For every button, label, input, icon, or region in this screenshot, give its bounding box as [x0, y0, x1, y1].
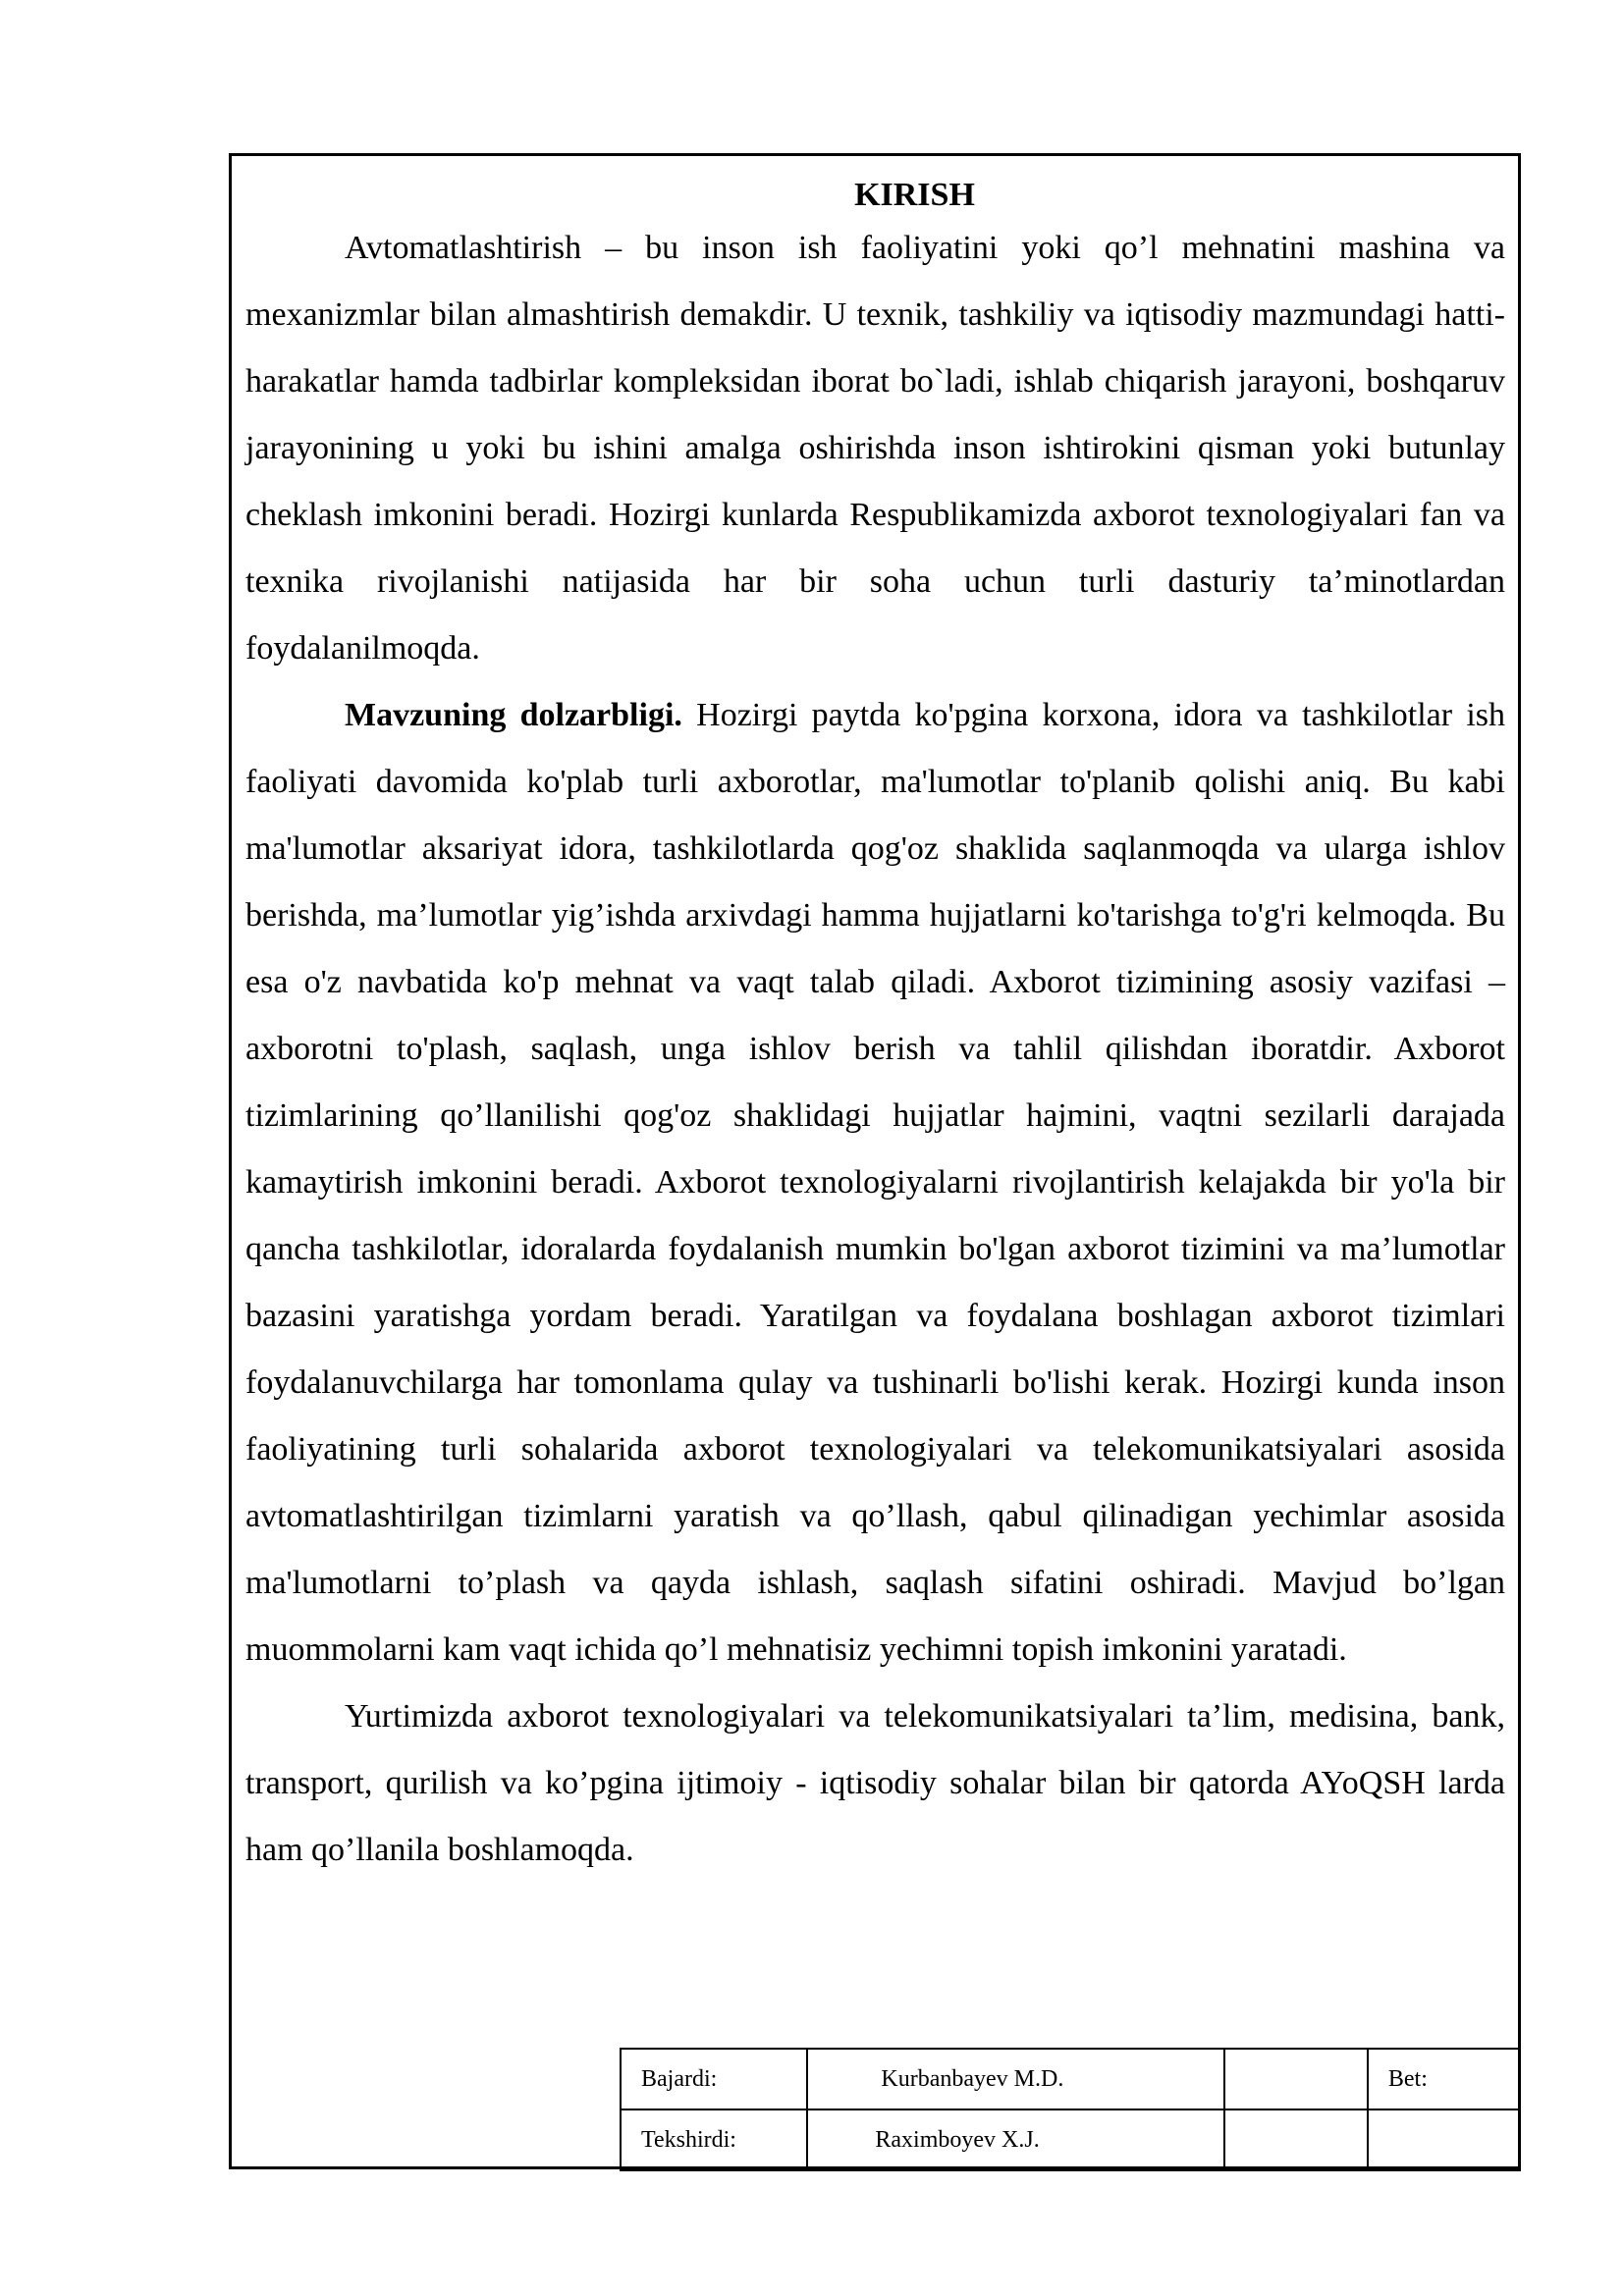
- page-frame: [229, 153, 1521, 2169]
- paragraph-relevance-lead: Mavzuning dolzarbligi.: [345, 697, 682, 733]
- performed-label: Bajardi:: [621, 2049, 807, 2109]
- paragraph-intro-text: Avtomatlashtirish – bu inson ish faoliyatini yoki qo’l mehnatini mashina va mexanizmlar bilan almashtirish demakdir. U texnik, tashkiliy va iqtisodiy mazmundagi hatti-harakatlar hamda tadbirlar kompleksidan iborat bo`ladi, ishlab chiqarish jarayoni, boshqaruv jarayonining u yoki bu ishini amalga oshirishda inson ishtirokini qisman yoki butunlay cheklash imkonini beradi. Hozirgi kunlarda Respublikamizda axborot texnologiyalari fan va texnika rivojlanishi natijasida har bir soha uchun turli dasturiy ta’minotlardan foydalanilmoqda.: [245, 230, 1505, 667]
- performed-signature-cell: [1224, 2049, 1368, 2109]
- paragraph-relevance: [245, 682, 1505, 1683]
- paragraph-intro: [245, 215, 1505, 682]
- performed-name: Kurbanbayev M.D.: [807, 2049, 1224, 2109]
- page-number-cell: [1368, 2109, 1520, 2170]
- paragraph-application-text: Yurtimizda axborot texnologiyalari va telekomunikatsiyalari ta’lim, medisina, bank, transport, qurilish va ko’pgina ijtimoiy - iqtisodiy sohalar bilan bir qatorda AYoQSH larda ham qo’llanila boshlamoqda.: [245, 1698, 1505, 1868]
- page-label: Bet:: [1368, 2049, 1520, 2109]
- title-block-row-checked: [621, 2109, 1520, 2170]
- checked-label: Tekshirdi:: [621, 2109, 807, 2170]
- title-block-table: [620, 2048, 1521, 2171]
- title-block-row-performed: [621, 2049, 1520, 2109]
- paragraph-application: [245, 1683, 1505, 1884]
- checked-name: Raximboyev X.J.: [807, 2109, 1224, 2170]
- checked-signature-cell: [1224, 2109, 1368, 2170]
- document-body: [245, 176, 1505, 1884]
- document-heading: KIRISH: [854, 177, 975, 213]
- paragraph-relevance-text: Hozirgi paytda ko'pgina korxona, idora va tashkilotlar ish faoliyati davomida ko'plab turli axborotlar, ma'lumotlar to'planib qolishi aniq. Bu kabi ma'lumotlar aksariyat idora, tashkilotlarda qog'oz shaklida saqlanmoqda va ularga ishlov berishda, ma’lumotlar yig’ishda arxivdagi hamma hujjatlarni ko'tarishga to'g'ri kelmoqda. Bu esa o'z navbatida ko'p mehnat va vaqt talab qiladi. Axborot tizimining asosiy vazifasi – axborotni to'plash, saqlash, unga ishlov berish va tahlil qilishdan iboratdir. Axborot tizimlarining qo’llanilishi qog'oz shaklidagi hujjatlar hajmini, vaqtni sezilarli darajada kamaytirish imkonini beradi. Axborot texnologiyalarni rivojlantirish kelajakda bir yo'la bir qancha tashkilotlar, idoralarda foydalanish mumkin bo'lgan axborot tizimini va ma’lumotlar bazasini yaratishga yordam beradi. Yaratilgan va foydalana boshlagan axborot tizimlari foydalanuvchilarga har tomonlama qulay va tushinarli bo'lishi kerak. Hozirgi kunda inson faoliyatining turli sohalarida axborot texnologiyalari va telekomunikatsiyalari asosida avtomatlashtirilgan tizimlarni yaratish va qo’llash, qabul qilinadigan yechimlar asosida ma'lumotlarni to’plash va qayda ishlash, saqlash sifatini oshiradi. Mavjud bo’lgan muommolarni kam vaqt ichida qo’l mehnatisiz yechimni topish imkonini yaratadi.: [245, 697, 1506, 1668]
